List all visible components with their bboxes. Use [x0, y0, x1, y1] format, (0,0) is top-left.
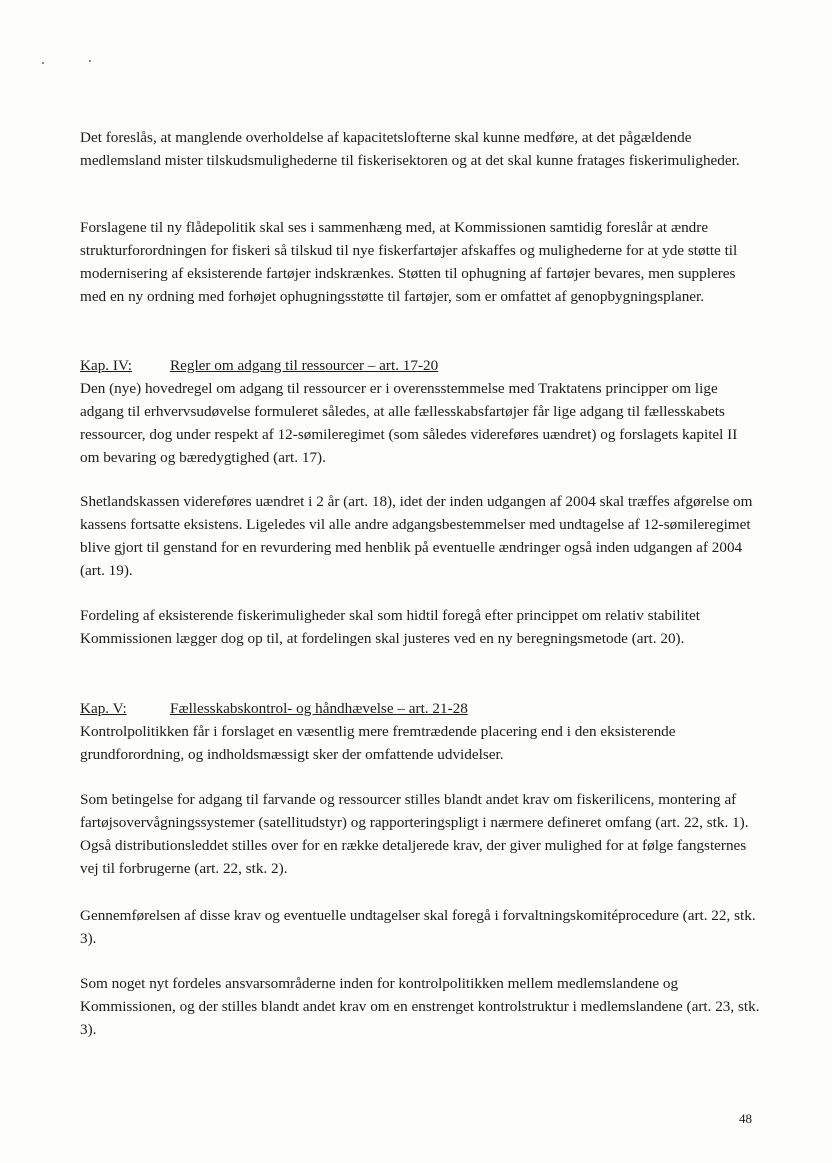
heading-chapter-title: Fællesskabskontrol- og håndhævelse – art. 21-28	[170, 700, 468, 717]
paragraph-capacity-ceilings: Det foreslås, at manglende overholdelse af kapacitetslofterne skal kunne medføre, at det pågældende medlemsland mister tilskudsmulighederne til fiskerisektoren og at det skal kunne fratages fiskerimuligheder.	[80, 129, 740, 169]
page-number: 48	[739, 1111, 752, 1126]
paragraph-shetland-box: Shetlandskassen videreføres uændret i 2 år (art. 18), idet der inden udgangen af 2004 skal træffes afgørelse om kassens fortsatte eksistens. Ligeledes vil alle andre adgangsbestemmelser med undtagelse af 12-sømileregimet blive gjort til genstand for en revurdering med henblik på eventuelle ændringer også inden udgangen af 2004 (art. 19).	[80, 493, 753, 579]
heading-chapter-label: Kap. V:	[80, 700, 127, 717]
heading-chapter-label: Kap. IV:	[80, 357, 133, 374]
paragraph-access-rule: Den (nye) hovedregel om adgang til ressourcer er i overensstemmelse med Traktatens principper om lige adgang til erhvervsudøvelse formuleret således, at alle fællesskabsfartøjer får lige adgang til fællesskabets ressourcer, dog under respekt af 12-sømileregimet (som således videreføres uændret) og forslagets kapitel II om bevaring og bæredygtighed (art. 17).	[80, 380, 738, 466]
scan-speck	[42, 62, 44, 64]
paragraph-implementation: Gennemførelsen af disse krav og eventuelle undtagelser skal foregå i forvaltningskomitéprocedure (art. 22, stk. 3).	[80, 907, 756, 947]
paragraph-fleet-policy: Forslagene til ny flådepolitik skal ses i sammenhæng med, at Kommissionen samtidig foreslår at ændre strukturforordningen for fiskeri så tilskud til nye fiskerfartøjer afskaffes og mulighederne for at yde støtte til modernisering af eksisterende fartøjer indskrænkes. Støtten til ophugning af fartøjer bevares, men suppleres med en ny ordning med forhøjet ophugningsstøtte til fartøjer, som er omfattet af genopbygningsplaner.	[80, 219, 738, 305]
scan-speck	[89, 60, 91, 62]
heading-chapter-title: Regler om adgang til ressourcer – art. 17-20	[170, 357, 439, 374]
section-heading-kap-v	[80, 697, 760, 720]
paragraph-licence-requirements: Som betingelse for adgang til farvande og ressourcer stilles blandt andet krav om fiskerilicens, montering af fartøjsovervågningssystemer (satellitudstyr) og rapporteringspligt i nærmere defineret omfang (art. 22, stk. 1). Også distributionsleddet stilles over for en række detaljerede krav, der giver mulighed for at følge fangsternes vej til forbrugerne (art. 22, stk. 2).	[80, 791, 749, 877]
paragraph-control-policy: Kontrolpolitikken får i forslaget en væsentlig mere fremtrædende placering end i den eksisterende grundforordning, og indholdsmæssigt sker der omfattende udvidelser.	[80, 723, 676, 763]
paragraph-relative-stability: Fordeling af eksisterende fiskerimuligheder skal som hidtil foregå efter princippet om relativ stabilitet Kommissionen lægger dog op til, at fordelingen skal justeres ved en ny beregningsmetode (art. 20).	[80, 607, 700, 647]
section-heading-kap-iv	[80, 354, 760, 377]
paragraph-responsibilities: Som noget nyt fordeles ansvarsområderne inden for kontrolpolitikken mellem medlemslandene og Kommissionen, og der stilles blandt andet krav om en enstrenget kontrolstruktur i medlemslandene (art. 23, stk. 3).	[80, 975, 760, 1038]
